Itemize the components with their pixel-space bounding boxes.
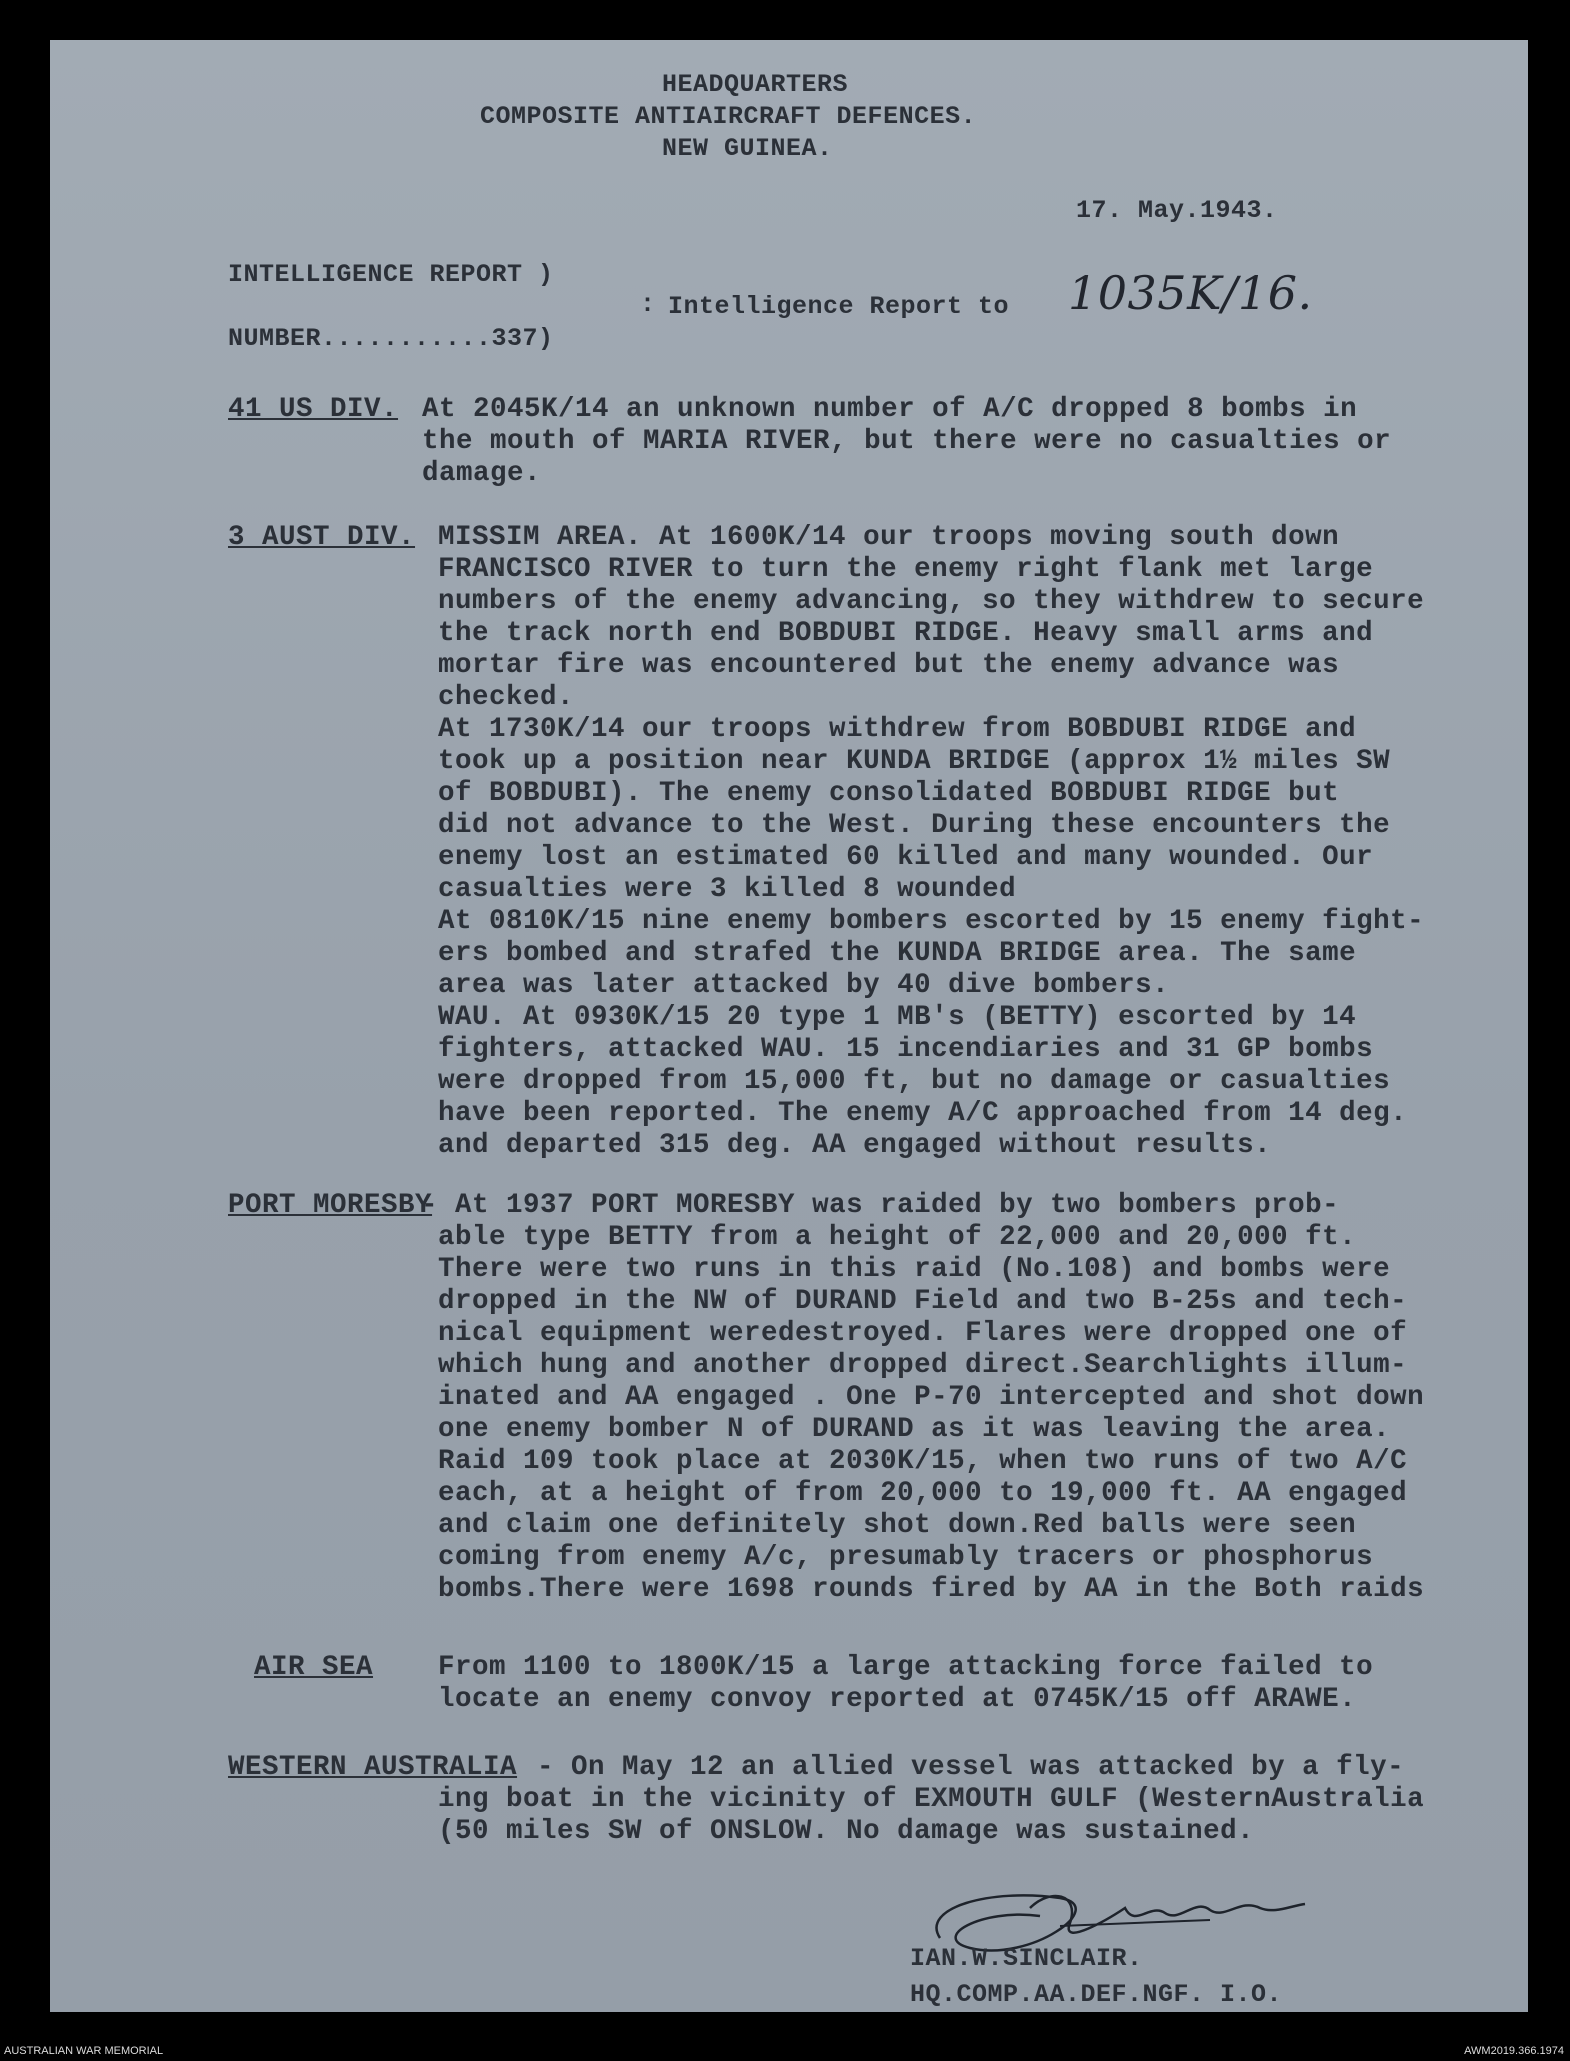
section-line: and claim one definitely shot down.Red balls were seen [438,1510,1357,1541]
report-date: 17. May.1943. [1076,196,1278,225]
report-title: Intelligence Report to [668,292,1010,321]
section-line: At 2045K/14 an unknown number of A/C dropped 8 bombs in [422,394,1358,425]
section-line: casualties were 3 killed 8 wounded [438,874,1017,905]
section-line: each, at a height of from 20,000 to 19,000 ft. AA engaged [438,1478,1408,1509]
header-unit: COMPOSITE ANTIAIRCRAFT DEFENCES. [480,102,977,131]
signatory-title: HQ.COMP.AA.DEF.NGF. I.O. [910,1980,1283,2009]
section-line: At 1730K/14 our troops withdrew from BOBDUBI RIDGE and [438,714,1357,745]
header-headquarters: HEADQUARTERS [662,70,849,99]
section-line: mortar fire was encountered but the enemy advance was [438,650,1340,681]
section-line: There were two runs in this raid (No.108) and bombs were [438,1254,1391,1285]
section-line: ing boat in the vicinity of EXMOUTH GULF (WesternAustralia [438,1784,1425,1815]
section-line: the track north end BOBDUBI RIDGE. Heavy small arms and [438,618,1374,649]
report-colon: : [640,290,656,319]
section-line: able type BETTY from a height of 22,000 and 20,000 ft. [438,1222,1357,1253]
section-line: area was later attacked by 40 dive bombers. [438,970,1170,1001]
report-number: NUMBER...........337) [228,324,554,353]
section-line: (50 miles SW of ONSLOW. No damage was sustained. [438,1816,1255,1847]
section-line: did not advance to the West. During these encounters the [438,810,1391,841]
section-heading-41-us-div: 41 US DIV. [228,394,399,425]
section-line: the mouth of MARIA RIVER, but there were no casualties or [422,426,1392,457]
section-line: WAU. At 0930K/15 20 type 1 MB's (BETTY) escorted by 14 [438,1002,1357,1033]
section-heading-air-sea: AIR SEA [254,1652,374,1683]
section-line: Raid 109 took place at 2030K/15, when two runs of two A/C [438,1446,1408,1477]
section-line: At 0810K/15 nine enemy bombers escorted by 15 enemy fight- [438,906,1425,937]
section-heading-western-australia: WESTERN AUSTRALIA [228,1752,518,1783]
section-line: took up a position near KUNDA BRIDGE (approx 1½ miles SW [438,746,1391,777]
section-line: damage. [422,458,542,489]
section-line: coming from enemy A/c, presumably tracers or phosphorus [438,1542,1374,1573]
section-heading-port-moresby: PORT MORESBY [228,1190,433,1221]
section-line: From 1100 to 1800K/15 a large attacking force failed to [438,1652,1374,1683]
section-line: enemy lost an estimated 60 killed and many wounded. Our [438,842,1374,873]
document-page [50,40,1528,2012]
section-line: - At 1937 PORT MORESBY was raided by two bombers prob- [404,1190,1340,1221]
report-label: INTELLIGENCE REPORT ) [228,260,554,289]
handwritten-reference: 1035K/16. [1068,266,1313,320]
section-line: of BOBDUBI). The enemy consolidated BOBDUBI RIDGE but [438,778,1340,809]
section-line: FRANCISCO RIVER to turn the enemy right flank met large [438,554,1374,585]
section-line: and departed 315 deg. AA engaged without results. [438,1130,1272,1161]
section-line: which hung and another dropped direct.Searchlights illum- [438,1350,1408,1381]
section-line: were dropped from 15,000 ft, but no damage or casualties [438,1066,1391,1097]
section-line: locate an enemy convoy reported at 0745K/15 off ARAWE. [438,1684,1357,1715]
footer-accession-number: AWM2019.366.1974 [1464,2045,1564,2057]
section-heading-3-aust-div: 3 AUST DIV. [228,522,416,553]
section-line: inated and AA engaged . One P-70 intercepted and shot down [438,1382,1425,1413]
section-line: dropped in the NW of DURAND Field and two B-25s and tech- [438,1286,1408,1317]
signatory-name: IAN.W.SINCLAIR. [910,1944,1143,1973]
header-location: NEW GUINEA. [662,134,833,163]
section-line: nical equipment weredestroyed. Flares were dropped one of [438,1318,1408,1349]
section-line: checked. [438,682,575,713]
footer-institution: AUSTRALIAN WAR MEMORIAL [4,2045,164,2057]
section-line: bombs.There were 1698 rounds fired by AA in the Both raids [438,1574,1425,1605]
section-line: one enemy bomber N of DURAND as it was leaving the area. [438,1414,1391,1445]
section-line: ers bombed and strafed the KUNDA BRIDGE area. The same [438,938,1357,969]
section-line: fighters, attacked WAU. 15 incendiaries and 31 GP bombs [438,1034,1374,1065]
section-line: numbers of the enemy advancing, so they withdrew to secure [438,586,1425,617]
section-line: - On May 12 an allied vessel was attacked by a fly- [520,1752,1405,1783]
section-line: MISSIM AREA. At 1600K/14 our troops moving south down [438,522,1340,553]
section-line: have been reported. The enemy A/C approached from 14 deg. [438,1098,1408,1129]
